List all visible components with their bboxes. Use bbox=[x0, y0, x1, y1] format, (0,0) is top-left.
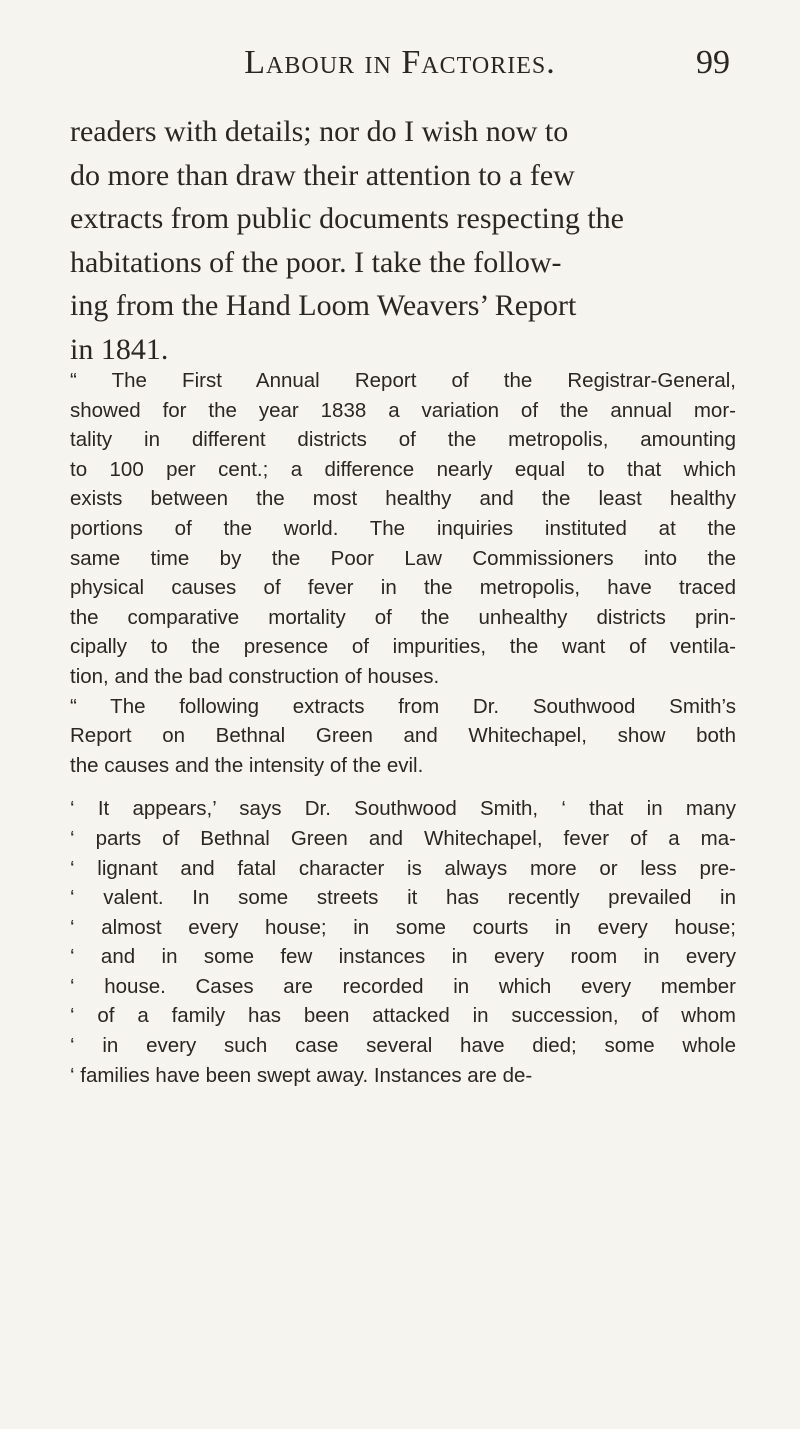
text-line: habitations of the poor. I take the follow- bbox=[70, 245, 562, 279]
text-line: exists between the most healthy and the least healthy bbox=[70, 487, 736, 511]
text-line: extracts from public documents respecting the bbox=[70, 202, 624, 235]
quote-paragraph-southwood-smith bbox=[70, 794, 736, 1090]
running-title: Labour in Factories. bbox=[244, 44, 556, 81]
text-line: ‘ of a family has been attacked in succession, of whom bbox=[70, 1004, 736, 1028]
text-line: ing from the Hand Loom Weavers’ Report bbox=[70, 289, 577, 322]
text-line: same time by the Poor Law Commissioners into the bbox=[70, 546, 736, 570]
text-line: ‘ almost every house; in some courts in every house; bbox=[70, 915, 736, 939]
text-line: portions of the world. The inquiries instituted at the bbox=[70, 516, 736, 540]
text-line: ‘ lignant and fatal character is always more or less pre- bbox=[70, 856, 736, 880]
text-line: ‘ families have been swept away. Instances are de- bbox=[70, 1063, 533, 1087]
block-quotation bbox=[70, 366, 736, 1090]
text-line: ‘ parts of Bethnal Green and Whitechapel, fever of a ma- bbox=[70, 826, 736, 850]
text-line: “ The First Annual Report of the Registrar-General, bbox=[70, 369, 736, 392]
text-line: ‘ in every such case several have died; some whole bbox=[70, 1034, 736, 1058]
text-line: ‘ and in some few instances in every room in every bbox=[70, 945, 736, 969]
text-line: Report on Bethnal Green and Whitechapel, show both bbox=[70, 724, 736, 748]
text-line: showed for the year 1838 a variation of the annual mor- bbox=[70, 398, 736, 422]
text-line: do more than draw their attention to a few bbox=[70, 158, 575, 192]
quote-paragraph-registrar bbox=[70, 366, 736, 692]
text-line: tality in different districts of the metropolis, amounting bbox=[70, 428, 736, 452]
text-line: tion, and the bad construction of houses. bbox=[70, 664, 440, 688]
text-line: in 1841. bbox=[70, 332, 169, 366]
text-line: cipally to the presence of impurities, the want of ventila- bbox=[70, 635, 736, 659]
page-number: 99 bbox=[696, 44, 730, 81]
text-line: the causes and the intensity of the evil. bbox=[70, 753, 424, 777]
text-line: ‘ It appears,’ says Dr. Southwood Smith, ‘ that in many bbox=[70, 797, 736, 821]
text-line: physical causes of fever in the metropolis, have traced bbox=[70, 576, 736, 600]
body-paragraph bbox=[70, 110, 740, 371]
quote-paragraph-extracts bbox=[70, 692, 736, 781]
text-line: readers with details; nor do I wish now to bbox=[70, 115, 569, 148]
text-line: the comparative mortality of the unhealthy districts prin- bbox=[70, 605, 736, 629]
text-line: to 100 per cent.; a difference nearly equal to that which bbox=[70, 457, 736, 481]
text-line: ‘ house. Cases are recorded in which every member bbox=[70, 974, 736, 998]
text-line: ‘ valent. In some streets it has recently prevailed in bbox=[70, 886, 736, 910]
text-line: “ The following extracts from Dr. Southwood Smith’s bbox=[70, 694, 736, 718]
